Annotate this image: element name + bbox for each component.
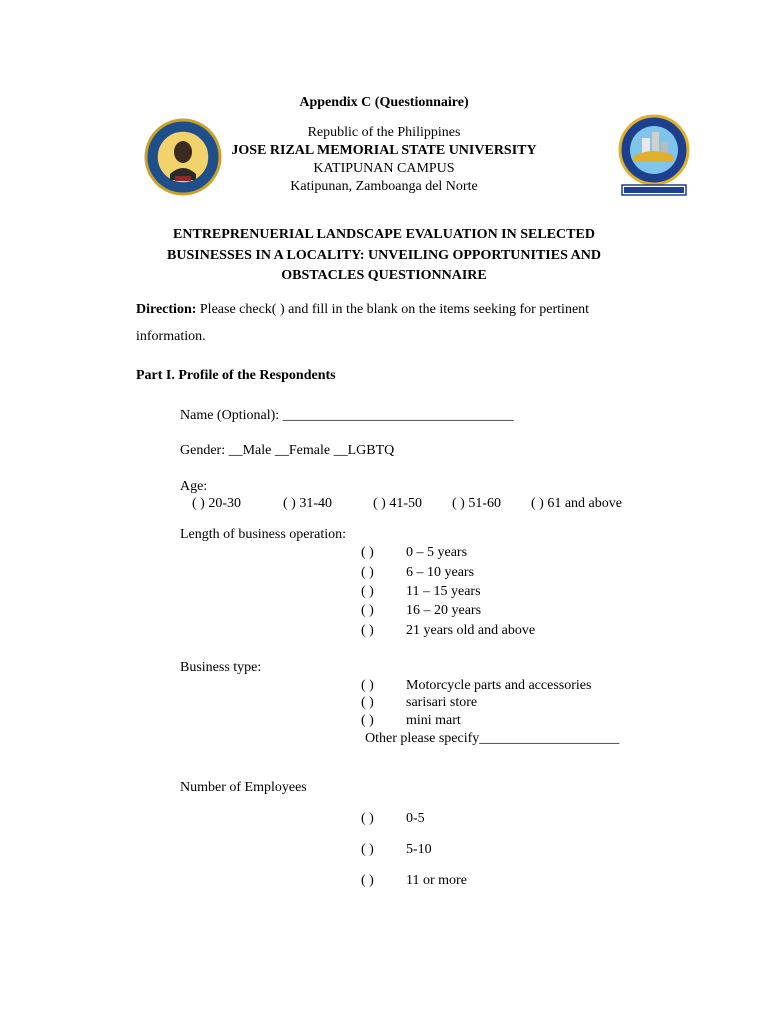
questionnaire-title-line2: BUSINESSES IN A LOCALITY: UNVEILING OPPORTUNITIES AND	[167, 248, 601, 263]
republic-text: Republic of the Philippines	[307, 125, 461, 140]
business-option: mini mart	[406, 713, 461, 728]
employees-option: 0-5	[406, 811, 425, 826]
checkbox[interactable]: ( )	[361, 565, 374, 580]
college-seal-logo	[612, 112, 696, 196]
checkbox[interactable]: ( )	[361, 603, 374, 618]
employees-option: 11 or more	[406, 873, 467, 888]
employees-option: 5-10	[406, 842, 432, 857]
length-option: 0 – 5 years	[406, 545, 468, 560]
checkbox[interactable]: ( )	[361, 811, 374, 826]
campus-name: KATIPUNAN CAMPUS	[313, 161, 455, 176]
questionnaire-title-line3: OBSTACLES QUESTIONNAIRE	[281, 268, 487, 283]
direction-line1	[136, 302, 589, 318]
age-label: Age:	[180, 479, 208, 494]
age-option[interactable]: ( ) 31-40	[283, 496, 332, 511]
business-other-field[interactable]: Other please specify____________________	[365, 731, 620, 746]
length-option: 11 – 15 years	[406, 584, 481, 599]
part1-heading: Part I. Profile of the Respondents	[136, 368, 336, 383]
age-option[interactable]: ( ) 20-30	[192, 496, 241, 511]
age-option[interactable]: ( ) 61 and above	[531, 496, 622, 511]
name-field[interactable]: Name (Optional): _________________________________	[180, 408, 514, 423]
gender-field[interactable]: Gender: __Male __Female __LGBTQ	[180, 443, 395, 458]
checkbox[interactable]: ( )	[361, 584, 374, 599]
age-option[interactable]: ( ) 41-50	[373, 496, 422, 511]
direction-text: Please check( ) and fill in the blank on the items seeking for pertinent	[196, 302, 590, 317]
checkbox[interactable]: ( )	[361, 623, 374, 638]
university-name: JOSE RIZAL MEMORIAL STATE UNIVERSITY	[231, 143, 537, 158]
age-option[interactable]: ( ) 51-60	[452, 496, 501, 511]
length-label: Length of business operation:	[180, 527, 347, 542]
business-type-label: Business type:	[180, 660, 262, 675]
questionnaire-title-line1: ENTREPRENUERIAL LANDSCAPE EVALUATION IN SELECTED	[173, 227, 595, 242]
checkbox[interactable]: ( )	[361, 842, 374, 857]
length-option: 21 years old and above	[406, 623, 536, 638]
checkbox[interactable]: ( )	[361, 678, 374, 693]
location-text: Katipunan, Zamboanga del Norte	[290, 179, 478, 194]
checkbox[interactable]: ( )	[361, 545, 374, 560]
length-option: 6 – 10 years	[406, 565, 475, 580]
checkbox[interactable]: ( )	[361, 695, 374, 710]
length-option: 16 – 20 years	[406, 603, 482, 618]
checkbox[interactable]: ( )	[361, 713, 374, 728]
business-option: Motorcycle parts and accessories	[406, 678, 592, 693]
business-option: sarisari store	[406, 695, 478, 710]
employees-label: Number of Employees	[180, 780, 307, 795]
checkbox[interactable]: ( )	[361, 873, 374, 888]
appendix-title: Appendix C (Questionnaire)	[299, 95, 469, 110]
direction-label: Direction:	[136, 302, 197, 317]
direction-line2: information.	[136, 329, 206, 344]
